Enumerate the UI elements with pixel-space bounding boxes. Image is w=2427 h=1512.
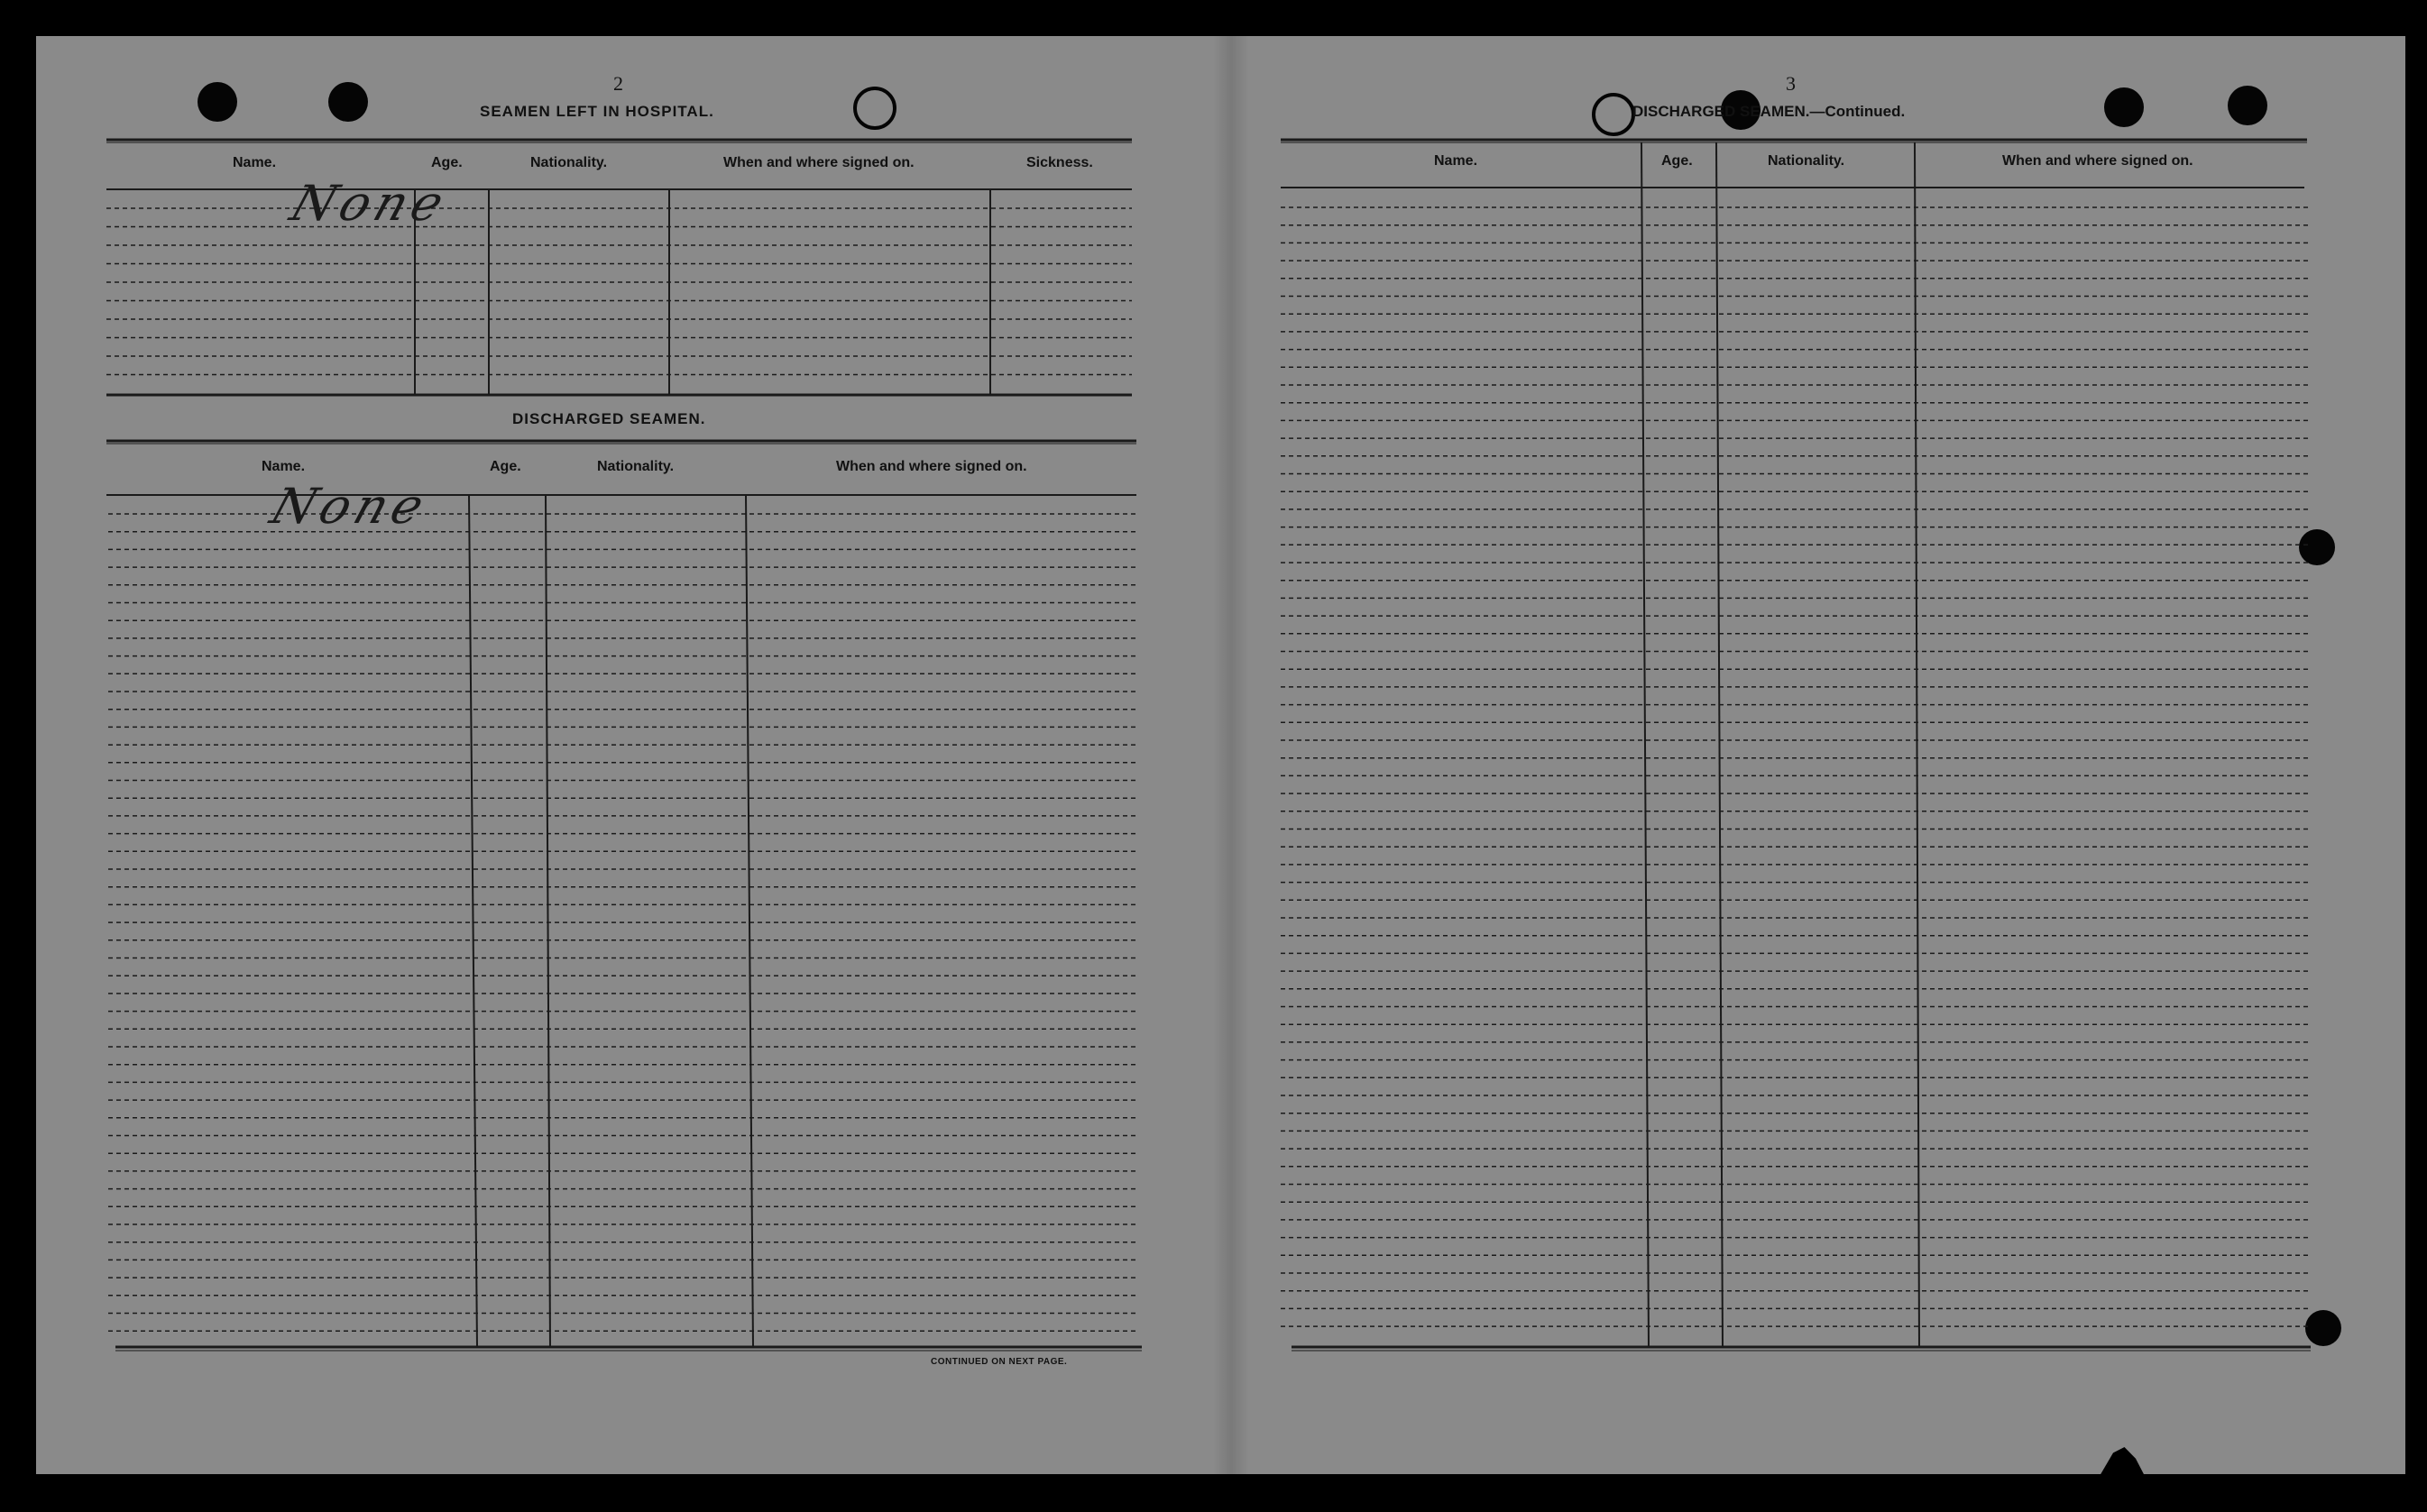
hospital-header-age: Age. xyxy=(431,155,463,170)
column-divider xyxy=(469,495,477,1347)
hospital-header-signed-on: When and where signed on. xyxy=(723,155,915,170)
hospital-header-sickness: Sickness. xyxy=(1026,155,1093,170)
column-divider xyxy=(546,495,550,1347)
right-page-number: 3 xyxy=(1786,72,1796,95)
continued-footer: CONTINUED ON NEXT PAGE. xyxy=(931,1357,1068,1367)
discharged-handwritten-entry: None xyxy=(263,478,437,535)
right-header-signed-on: When and where signed on. xyxy=(2002,153,2193,169)
column-divider xyxy=(746,495,753,1347)
hospital-handwritten-entry: None xyxy=(283,175,456,232)
hospital-header-name: Name. xyxy=(233,155,277,170)
discharged-header-nationality: Nationality. xyxy=(597,459,675,474)
column-divider xyxy=(1641,142,1649,1347)
right-header-nationality: Nationality. xyxy=(1768,153,1845,169)
discharged-section-title: DISCHARGED SEAMEN. xyxy=(512,410,706,427)
right-section-title: DISCHARGED SEAMEN.—Continued. xyxy=(1632,103,1906,120)
hospital-header-nationality: Nationality. xyxy=(530,155,608,170)
hospital-section-title: SEAMEN LEFT IN HOSPITAL. xyxy=(480,103,714,120)
right-header-name: Name. xyxy=(1434,153,1478,169)
right-header-age: Age. xyxy=(1661,153,1693,169)
left-page-number: 2 xyxy=(613,72,623,95)
discharged-header-name: Name. xyxy=(262,459,306,474)
discharged-header-age: Age. xyxy=(490,459,521,474)
discharged-header-signed-on: When and where signed on. xyxy=(836,459,1027,474)
